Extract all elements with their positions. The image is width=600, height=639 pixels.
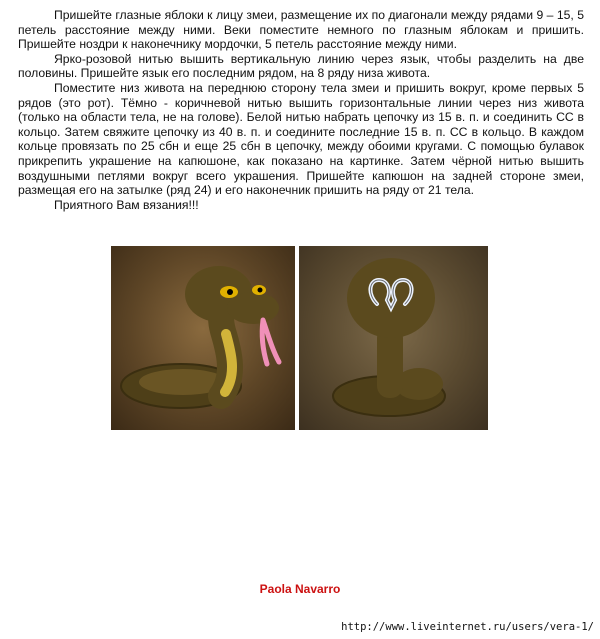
paragraph-tongue: Ярко-розовой нитью вышить вертикальную линию через язык, чтобы разделить на две половины. Пришейте язык его последним рядом, на 8 ряду низа живота. [18, 51, 584, 81]
cobra-back-illustration [299, 246, 488, 430]
photo-row [111, 246, 488, 430]
paragraph-belly: Поместите низ живота на переднюю сторону тела змеи и пришить вокруг, кроме первых 5 рядов (это рот). Тёмно - коричневой нитью вышить горизонтальные линии через низ живота (только на области тела, не на голове). Белой нитью набрать цепочку из 15 в. п. и соединить СС в кольцо. Затем свяжите цепочку из 40 в. п. и соедините последние 15 в. п. СС в кольцо. В каждом кольце провязать по 25 сбн и еще 25 сбн в цепочку, между обоими кругами. С помощью булавок прикрепить украшение на капюшоне, как показано на картинке. Затем чёрной нитью вышить воздушными петлями вокруг всего украшения. Пришейте капюшон на задней стороне змеи, размещая его на затылке (ряд 24) и его наконечник пришить на ряду от 21 тела. [18, 80, 584, 198]
paragraph-eyes: Пришейте глазные яблоки к лицу змеи, размещение их по диагонали между рядами 9 – 15, 5 петель расстояние между ними. Веки поместите немного по глазным яблокам и пришить. Пришейте ноздри к наконечнику мордочки, 5 петель расстояние между ними. [18, 8, 584, 52]
source-url[interactable]: http://www.liveinternet.ru/users/vera-1/ [341, 621, 594, 633]
paragraph-closing: Приятного Вам вязания!!! [54, 197, 199, 212]
cobra-back-photo [299, 246, 488, 430]
author-name: Paola Navarro [259, 582, 341, 596]
cobra-front-photo [111, 246, 295, 430]
cobra-front-illustration [111, 246, 295, 430]
instructions-text [18, 8, 584, 212]
